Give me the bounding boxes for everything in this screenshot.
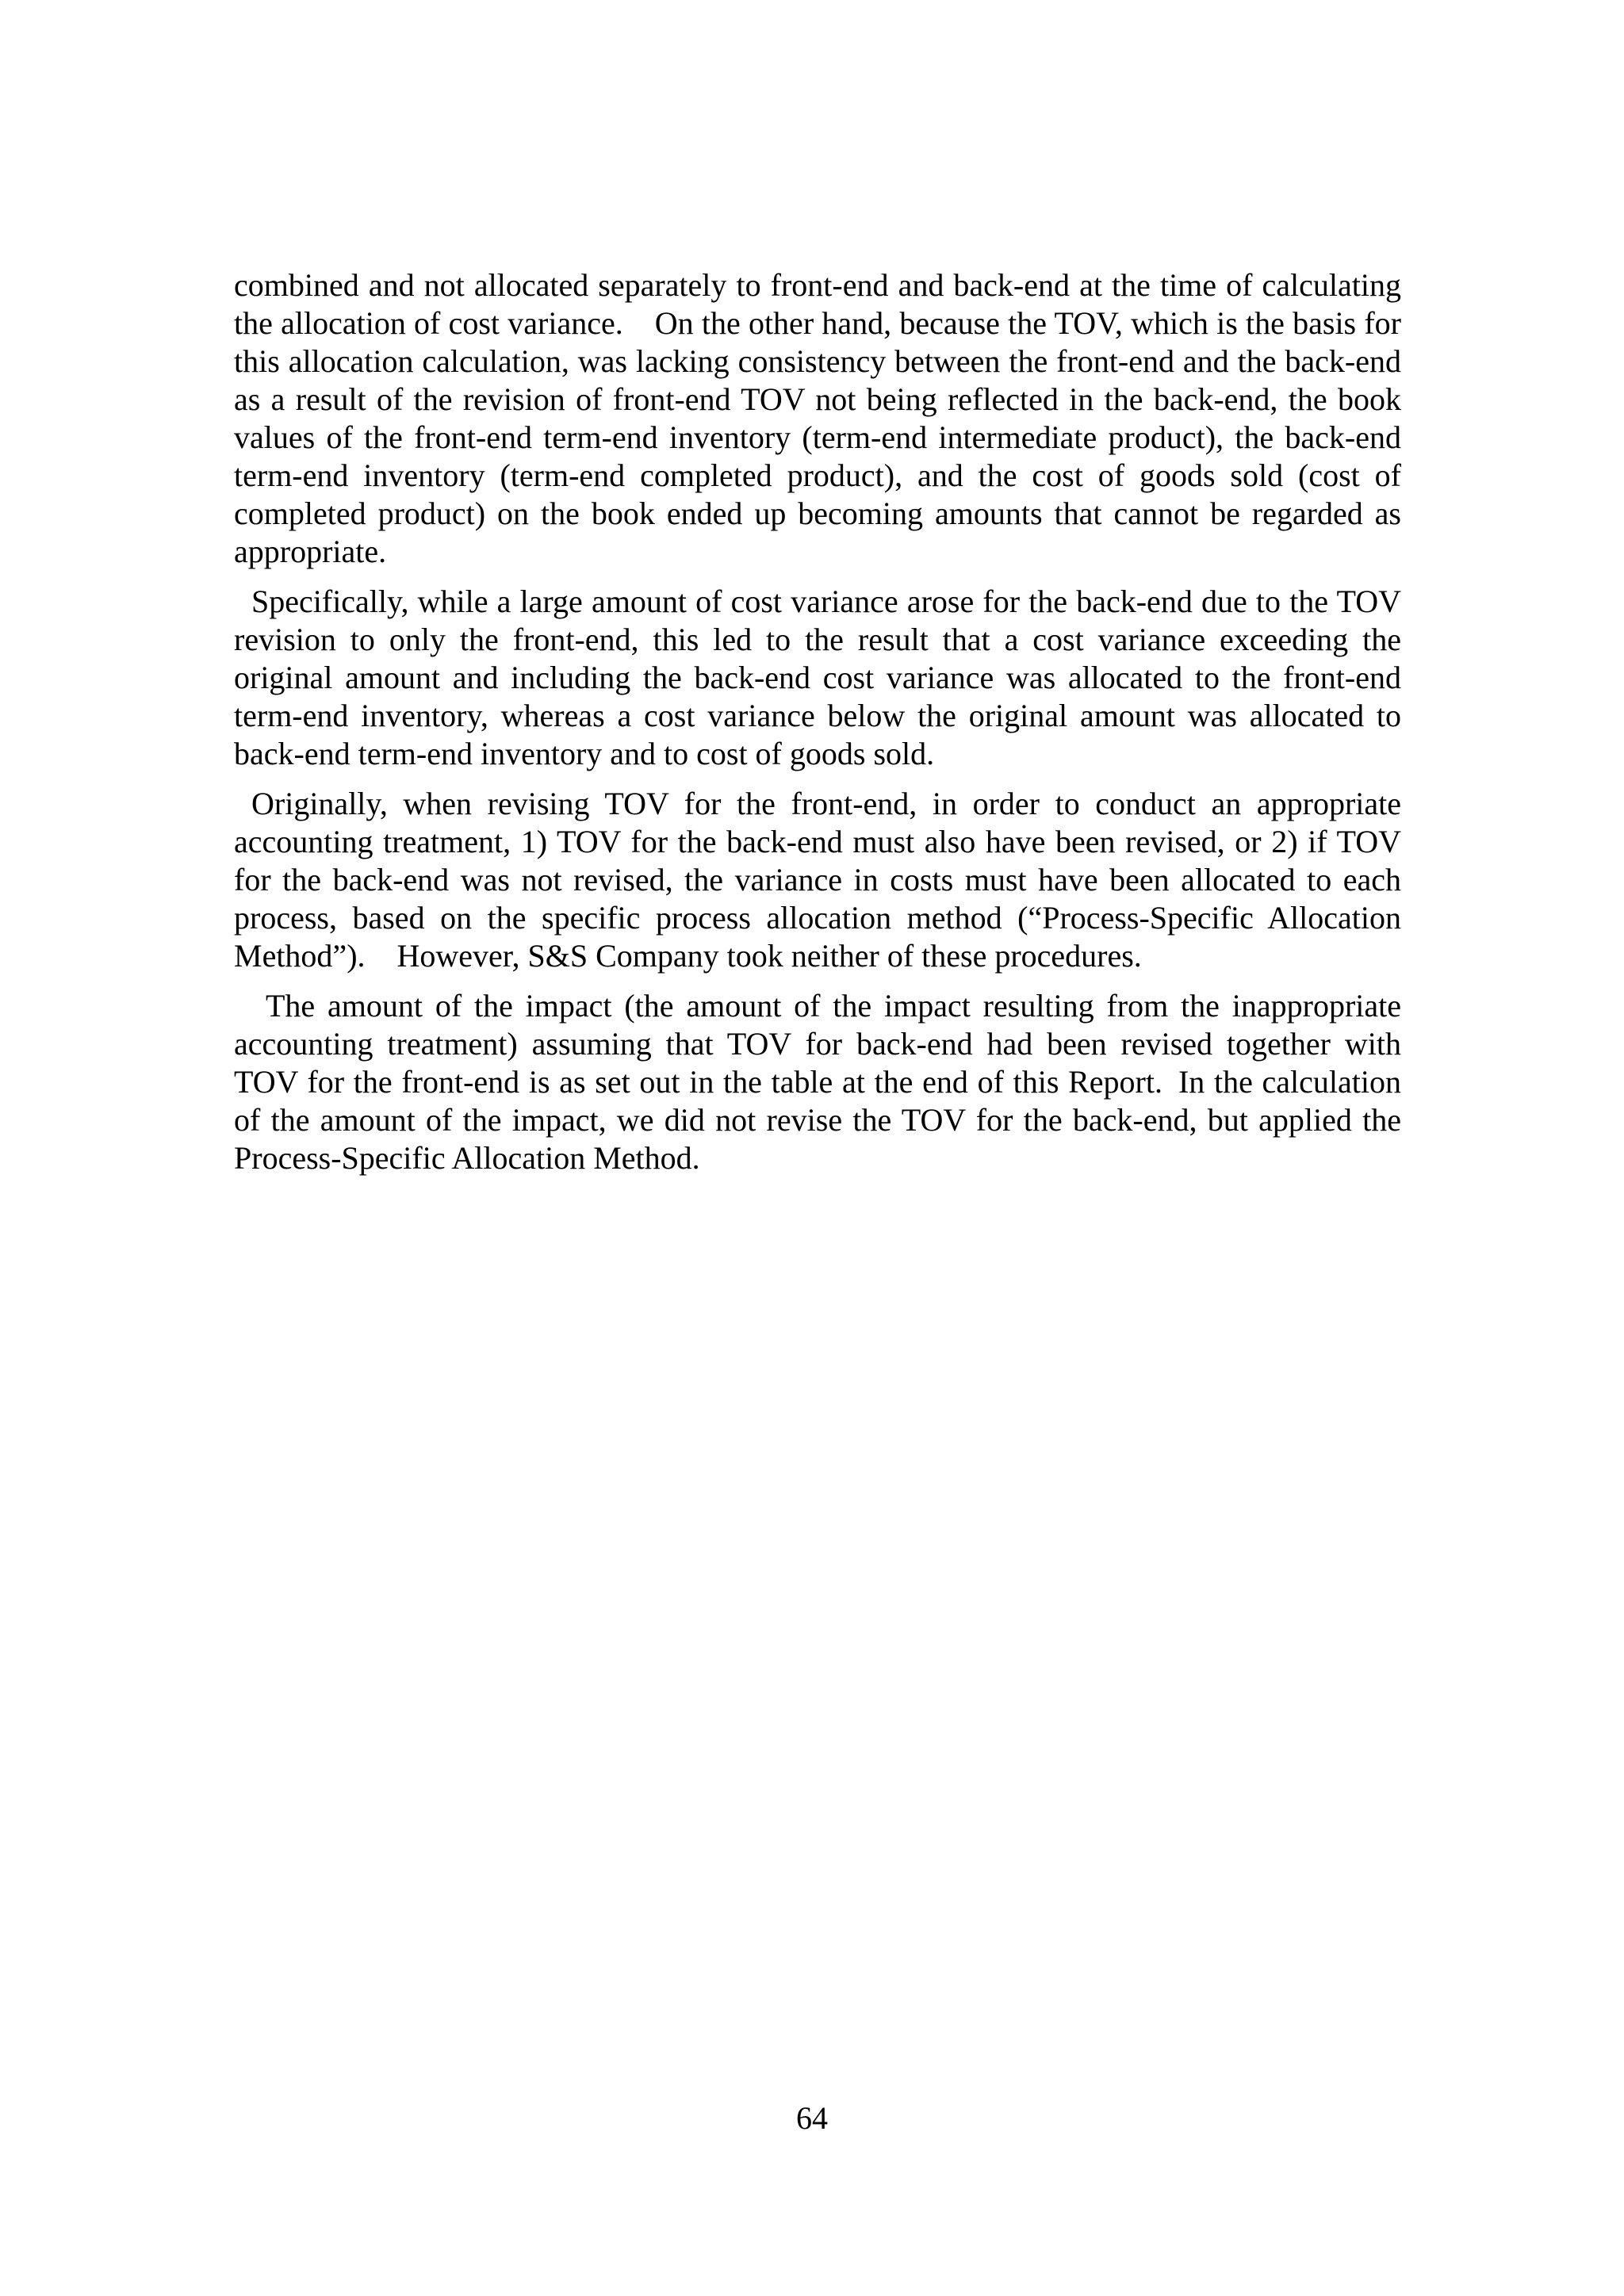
paragraph-impact-amount: The amount of the impact (the amount of the impact resulting from the inappropriate accounting treatment) assuming that TOV for back-end had been revised together with TOV for the front-end is as set out in the table at the end of this Report. In the calculation of the amount of the impact, we did not revise the TOV for the back-end, but applied the Process-Specific Allocation Method. bbox=[234, 988, 1401, 1176]
paragraph-cost-variance-allocation: combined and not allocated separately to front-end and back-end at the time of calculating the allocation of cost variance. On the other hand, because the TOV, which is the basis for this allocation calculation, was lacking consistency between the front-end and the back-end as a result of the revision of front-end TOV not being reflected in the back-end, the book values of the front-end term-end inventory (term-end intermediate product), the back-end term-end inventory (term-end completed product), and the cost of goods sold (cost of completed product) on the book ended up becoming amounts that cannot be regarded as appropriate. bbox=[234, 267, 1401, 569]
paragraph-originally: Originally, when revising TOV for the front-end, in order to conduct an appropriate accounting treatment, 1) TOV for the back-end must also have been revised, or 2) if TOV for the back-end was not revised, the variance in costs must have been allocated to each process, based on the specific process allocation method (“Process-Specific Allocation Method”). However, S&S Company took neither of these procedures. bbox=[234, 786, 1401, 974]
page-number: 64 bbox=[796, 2100, 828, 2136]
body-text bbox=[234, 266, 1401, 1189]
paragraph-specifically: Specifically, while a large amount of cost variance arose for the back-end due to the TOV revision to only the front-end, this led to the result that a cost variance exceeding the original amount and including the back-end cost variance was allocated to the front-end term-end inventory, whereas a cost variance below the original amount was allocated to back-end term-end inventory and to cost of goods sold. bbox=[234, 584, 1401, 771]
